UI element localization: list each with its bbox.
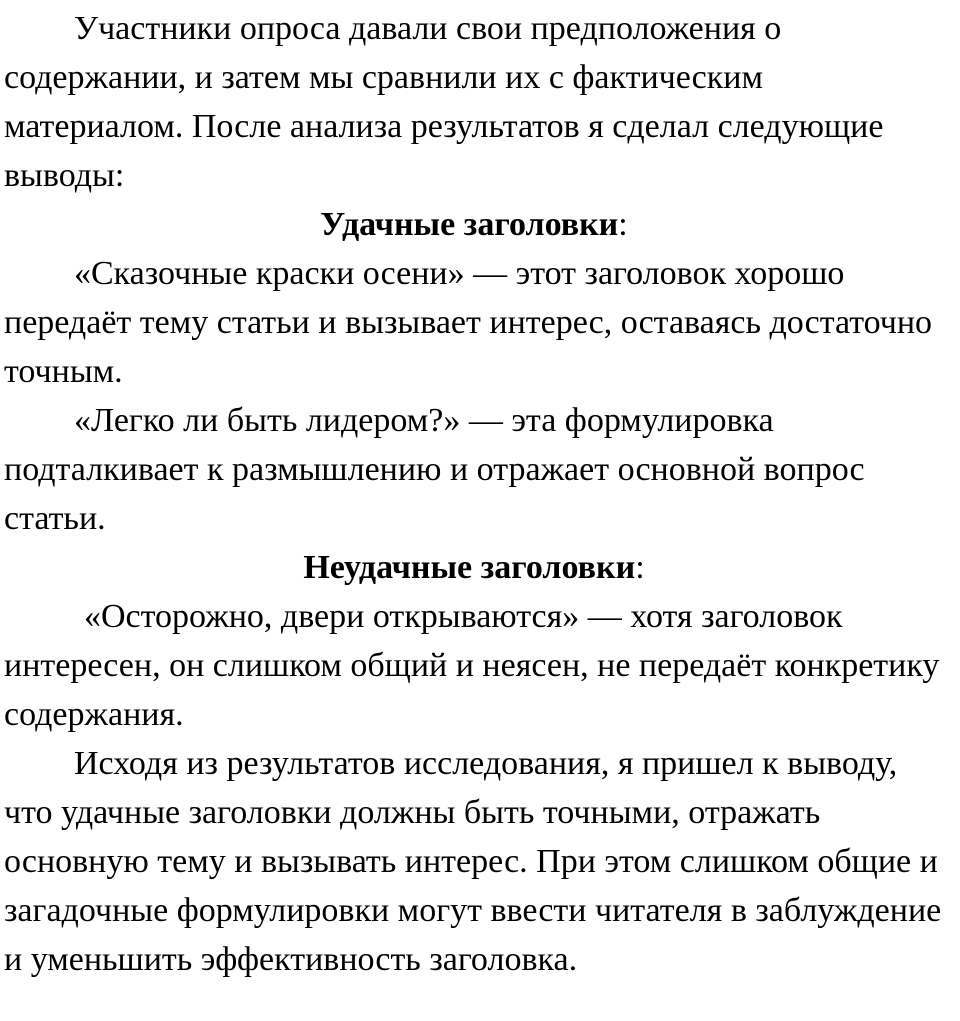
bad-headings-title: [4, 543, 944, 592]
good-heading-item-2: «Легко ли быть лидером?» — эта формулировка подталкивает к размышлению и отражает основной вопрос статьи.: [4, 402, 865, 537]
good-headings-title-colon: :: [618, 206, 628, 243]
conclusion-paragraph: Исходя из результатов исследования, я пришел к выводу, что удачные заголовки должны быть точными, отражать основную тему и вызывать интерес. При этом слишком общие и загадочные формулировки могут ввести читателя в заблуждение и уменьшить эффективность заголовка.: [4, 745, 942, 978]
bad-headings-title-colon: :: [635, 549, 645, 586]
good-heading-item-1: «Сказочные краски осени» — этот заголовок хорошо передаёт тему статьи и вызывает интерес, оставаясь достаточно точным.: [4, 255, 933, 390]
intro-paragraph: Участники опроса давали свои предположения о содержании, и затем мы сравнили их с фактическим материалом. После анализа результатов я сделал следующие выводы:: [4, 10, 884, 194]
bad-heading-item-1: «Осторожно, двери открываются» — хотя заголовок интересен, он слишком общий и неясен, не передаёт конкретику содержания.: [4, 598, 940, 733]
good-headings-title: [4, 200, 944, 249]
bad-headings-title-text: Неудачные заголовки: [303, 549, 636, 586]
document-body: [4, 4, 944, 984]
good-headings-title-text: Удачные заголовки: [320, 206, 619, 243]
